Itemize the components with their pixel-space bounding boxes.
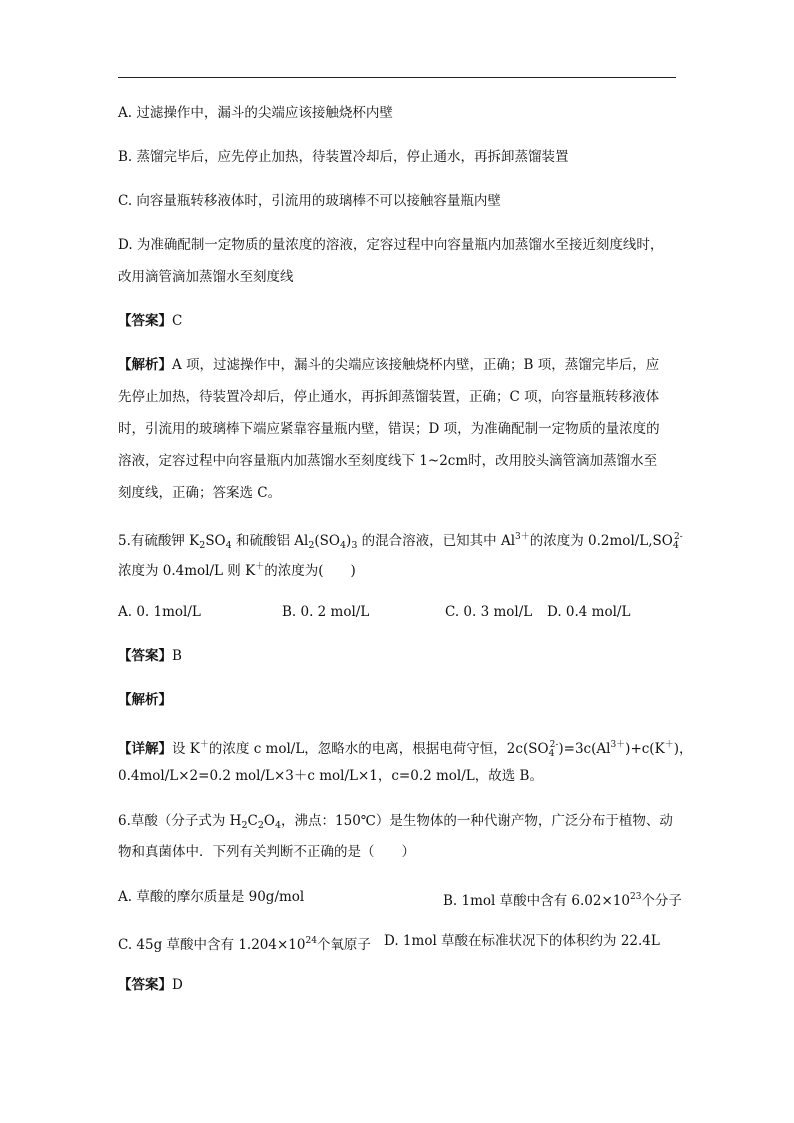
q5-detail-line1	[118, 736, 692, 763]
q5-text: SO	[205, 533, 226, 549]
superscript: 2-	[673, 532, 683, 542]
subscript: 4	[274, 820, 282, 831]
subscript: 4	[225, 540, 232, 551]
q6-answer	[118, 976, 183, 994]
q5-text: 浓度为 0.4mol/L 则 K	[118, 563, 256, 579]
q5-stem-line1	[118, 528, 683, 555]
q5-text: 5.有硫酸钾 K	[118, 533, 200, 549]
q5-text: )	[346, 533, 352, 549]
q5-detail-text: )，	[673, 741, 693, 757]
q5-option-c: C. 0. 3 mol/L	[445, 604, 533, 620]
q5-detail-text: 的浓度 c mol/L，忽略水的电离，根据电荷守恒，2c(SO	[208, 741, 549, 757]
q5-text: 的浓度为( )	[264, 563, 356, 579]
q5-answer	[118, 647, 182, 665]
q6-stem-line1	[118, 812, 673, 835]
q4-option-a: A. 过滤操作中，漏斗的尖端应该接触烧杯内壁	[118, 105, 393, 121]
q5-text: (SO	[314, 533, 340, 549]
superscript: 2-	[549, 740, 559, 750]
detail-label: 【详解】	[118, 741, 172, 757]
q5-text: 和硫酸铝 Al	[231, 533, 309, 549]
superscript: 3＋	[515, 532, 530, 542]
q5-detail-text: )+c(K	[625, 741, 665, 757]
answer-label: 【答案】	[118, 313, 172, 329]
q4-analysis-line3: 时，引流用的玻璃棒下端应紧靠容量瓶内壁，错误；D 项，为准确配制一定物质的量浓度的	[118, 421, 660, 437]
q5-stem-line2	[118, 558, 356, 580]
q6-option-text: 个氧原子	[316, 937, 371, 953]
q5-detail-text: )=3c(Al	[558, 741, 611, 757]
subscript: 2	[308, 540, 315, 551]
q5-detail-text: 设 K	[172, 741, 200, 757]
q6-option-text: B. 1mol 草酸中含有 6.02×10	[443, 893, 630, 909]
q6-option-a: A. 草酸的摩尔质量是 90g/mol	[118, 889, 305, 905]
answer-value: B	[172, 648, 182, 664]
superscript: 3＋	[610, 740, 626, 750]
q4-option-d-line2: 改用滴管滴加蒸馏水至刻度线	[118, 269, 294, 285]
subscript: 4	[339, 540, 347, 551]
q5-text: 的混合溶液，已知其中 Al	[357, 533, 516, 549]
analysis-label: 【解析】	[118, 357, 172, 373]
q4-analysis-line1	[118, 356, 659, 374]
answer-value: D	[172, 977, 183, 993]
q6-option-b	[443, 888, 682, 910]
q5-detail-line2: 0.4mol/L×2=0.2 mol/L×3＋c mol/L×1，c=0.2 mol/L，故选 B。	[118, 768, 543, 784]
subscript: 2	[241, 820, 248, 831]
q4-option-c: C. 向容量瓶转移液体时，引流用的玻璃棒不可以接触容量瓶内壁	[118, 193, 501, 209]
q4-answer	[118, 312, 182, 330]
analysis-label: 【解析】	[118, 692, 172, 708]
q6-option-text: 个分子	[641, 893, 682, 909]
q4-analysis-line5: 刻度线，正确；答案选 C。	[118, 485, 282, 501]
q5-option-d: D. 0.4 mol/L	[547, 604, 631, 620]
subscript: 2	[257, 820, 264, 831]
q6-text: C	[247, 813, 258, 829]
header-rule	[118, 77, 676, 78]
q6-stem-line2: 物和真菌体中．下列有关判断不正确的是（ ）	[118, 844, 415, 860]
superscript: ＋	[664, 740, 674, 750]
q5-analysis	[118, 691, 172, 709]
answer-value: C	[172, 313, 183, 329]
q4-analysis-line2: 先停止加热，待装置冷却后，停止通水，再拆卸蒸馏装置，正确；C 项，向容量瓶转移液体	[118, 389, 660, 405]
q6-option-c	[118, 932, 371, 954]
subscript: 3	[351, 540, 358, 551]
q5-option-b: B. 0. 2 mol/L	[282, 604, 370, 620]
superscript: 23	[629, 892, 642, 902]
q5-text: 的浓度为 0.2mol/L,SO	[529, 533, 673, 549]
q4-option-b: B. 蒸馏完毕后，应先停止加热，待装置冷却后，停止通水，再拆卸蒸馏装置	[118, 149, 569, 165]
q6-option-text: C. 45g 草酸中含有 1.204×10	[118, 937, 306, 953]
superscript: 24	[305, 936, 317, 946]
subscript: 4	[672, 540, 679, 551]
q6-text: 6.草酸（分子式为 H	[118, 813, 242, 829]
superscript: ＋	[199, 740, 209, 750]
answer-label: 【答案】	[118, 977, 172, 993]
q4-analysis-line4: 溶液，定容过程中向容量瓶内加蒸馏水至刻度线下 1~2cm时，改用胶头滴管滴加蒸馏水至	[118, 453, 658, 469]
q6-text: ，沸点：150℃）是生物体的一种代谢产物，广泛分布于植物、动	[281, 813, 673, 829]
subscript: 2	[199, 540, 206, 551]
q6-option-d: D. 1mol 草酸在标准状况下的体积约为 22.4L	[384, 933, 660, 949]
analysis-text: A 项，过滤操作中，漏斗的尖端应该接触烧杯内壁，正确；B 项，蒸馏完毕后，应	[172, 357, 660, 373]
q5-option-a: A. 0. 1mol/L	[118, 604, 201, 620]
answer-label: 【答案】	[118, 648, 172, 664]
q4-option-d-line1: D. 为准确配制一定物质的量浓度的溶液，定容过程中向容量瓶内加蒸馏水至接近刻度线时，	[118, 237, 664, 253]
q6-text: O	[263, 813, 275, 829]
superscript: ＋	[255, 562, 265, 572]
subscript: 4	[548, 748, 555, 759]
